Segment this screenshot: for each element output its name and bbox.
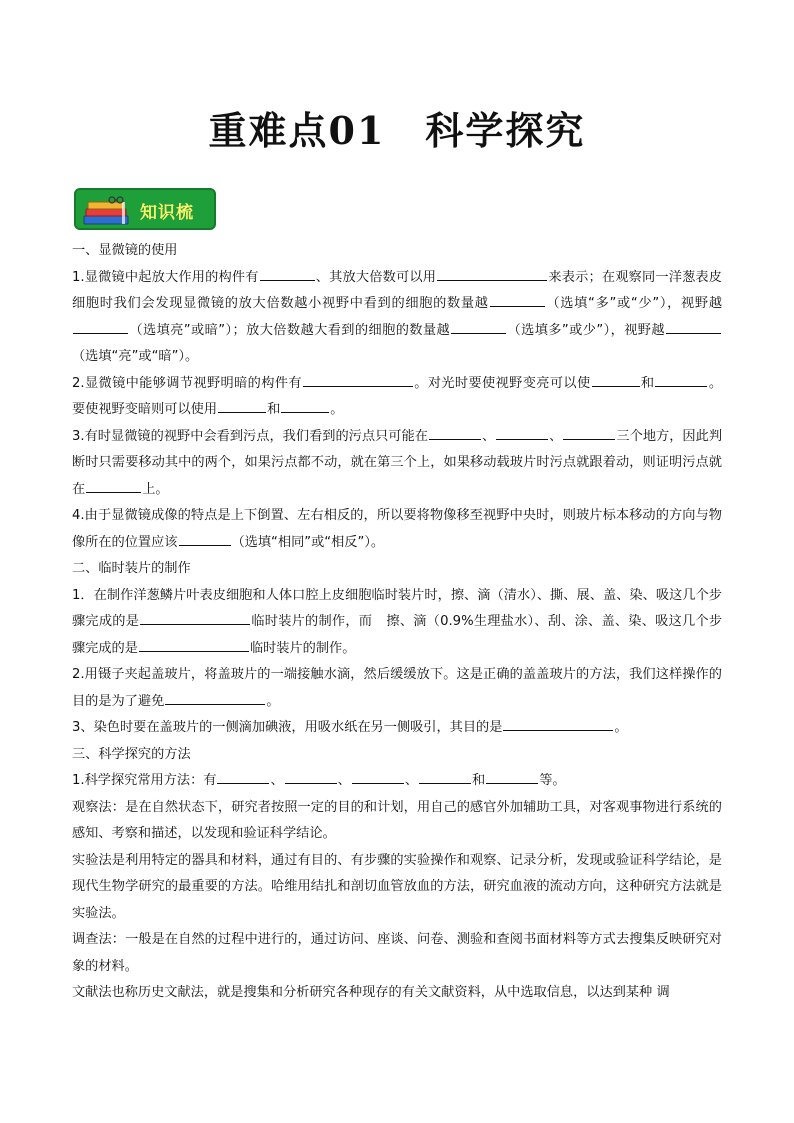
- section-heading: 二、临时装片的制作: [72, 561, 191, 576]
- fill-blank[interactable]: [419, 769, 471, 784]
- paragraph: 3、染色时要在盖玻片的一侧滴加碘液，用吸水纸在另一侧吸引，其目的是 。: [72, 715, 722, 742]
- paragraph: 调查法：一般是在自然的过程中进行的，通过访问、座谈、问卷、测验和查阅书面材料等方式去搜集反映研究对象的材料。: [72, 932, 722, 974]
- books-icon: [82, 196, 134, 226]
- fill-blank[interactable]: [217, 769, 269, 784]
- fill-blank[interactable]: [666, 319, 721, 334]
- fill-blank[interactable]: [86, 478, 141, 493]
- paragraph: 1．在制作洋葱鳞片叶表皮细胞和人体口腔上皮细胞临时装片时，擦、滴（清水）、撕、展、盖、染、吸这几个步骤完成的是 临时装片的制作，而 擦、滴（0.9%生理盐水）、刮、涂、盖、染、吸这几个步骤完成的是 临时装片的制作。: [72, 587, 723, 656]
- fill-blank[interactable]: [179, 531, 231, 546]
- paragraph: 1.科学探究常用方法：有 、 、 、 和 等。: [72, 768, 722, 795]
- fill-blank[interactable]: [503, 716, 613, 731]
- paragraph: 2.显微镜中能够调节视野明暗的构件有 。对光时要使视野变亮可以使 和 。要使视野变暗则可以使用 和 。: [72, 371, 722, 424]
- paragraph: 2.用镊子夹起盖玻片，将盖玻片的一端接触水滴，然后缓缓放下。这是正确的盖盖玻片的方法，我们这样操作的目的是为了避免 。: [72, 667, 722, 709]
- fill-blank[interactable]: [303, 372, 413, 387]
- document-body: [72, 238, 722, 1007]
- fill-blank[interactable]: [352, 769, 404, 784]
- badge-label: 知识梳: [140, 203, 194, 223]
- fill-blank[interactable]: [285, 769, 337, 784]
- fill-blank[interactable]: [490, 292, 545, 307]
- fill-blank[interactable]: [437, 266, 547, 281]
- section-heading: 三、科学探究的方法: [72, 746, 191, 762]
- fill-blank[interactable]: [563, 425, 615, 440]
- paragraph: 实验法是利用特定的器具和材料，通过有目的、有步骤的实验操作和观察、记录分析，发现或验证科学结论，是现代生物学研究的最重要的方法。哈维用结扎和剖切血管放血的方法，研究血液的流动方向，这种研究方法就是实验法。: [72, 852, 722, 921]
- fill-blank[interactable]: [140, 610, 250, 625]
- fill-blank[interactable]: [451, 319, 506, 334]
- fill-blank[interactable]: [592, 372, 640, 387]
- fill-blank[interactable]: [429, 425, 481, 440]
- section-heading: 一、显微镜的使用: [72, 243, 178, 258]
- fill-blank[interactable]: [218, 398, 266, 413]
- fill-blank[interactable]: [655, 372, 707, 387]
- fill-blank[interactable]: [496, 425, 548, 440]
- paragraph: 3.有时显微镜的视野中会看到污点，我们看到的污点只可能在 、 、 三个地方，因此判断时只需要移动其中的两个，如果污点都不动，就在第三个上，如果移动载玻片时污点就跟着动，则证明污点就在 上。: [72, 424, 722, 504]
- fill-blank[interactable]: [139, 637, 249, 652]
- paragraph: 1.显微镜中起放大作用的构件有 、其放大倍数可以用 来表示；在观察同一洋葱表皮细胞时我们会发现显微镜的放大倍数越小视野中看到的细胞的数量越 （选填“多”或“少”），视野越（选填亮”或暗”）；放大倍数越大看到的细胞的数量越 （选填多”或少”），视野越（选填“亮”或“暗”）。: [72, 265, 722, 371]
- knowledge-badge: [74, 188, 216, 230]
- paragraph: 文献法也称历史文献法，就是搜集和分析研究各种现存的有关文献资料，从中选取信息，以达到某种 调: [72, 985, 670, 1000]
- paragraph: 观察法：是在自然状态下，研究者按照一定的目的和计划，用自己的感官外加辅助工具，对客观事物进行系统的感知、考察和描述，以发现和验证科学结论。: [72, 799, 722, 841]
- fill-blank[interactable]: [260, 266, 315, 281]
- paragraph: 4.由于显微镜成像的特点是上下倒置、左右相反的，所以要将物像移至视野中央时，则玻片标本移动的方向与物像所在的位置应该 （选填“相同”或“相反”）。: [72, 508, 722, 550]
- fill-blank[interactable]: [73, 319, 128, 334]
- fill-blank[interactable]: [281, 398, 329, 413]
- fill-blank[interactable]: [486, 769, 538, 784]
- page-title: 重难点01 科学探究: [208, 108, 586, 153]
- fill-blank[interactable]: [165, 690, 265, 705]
